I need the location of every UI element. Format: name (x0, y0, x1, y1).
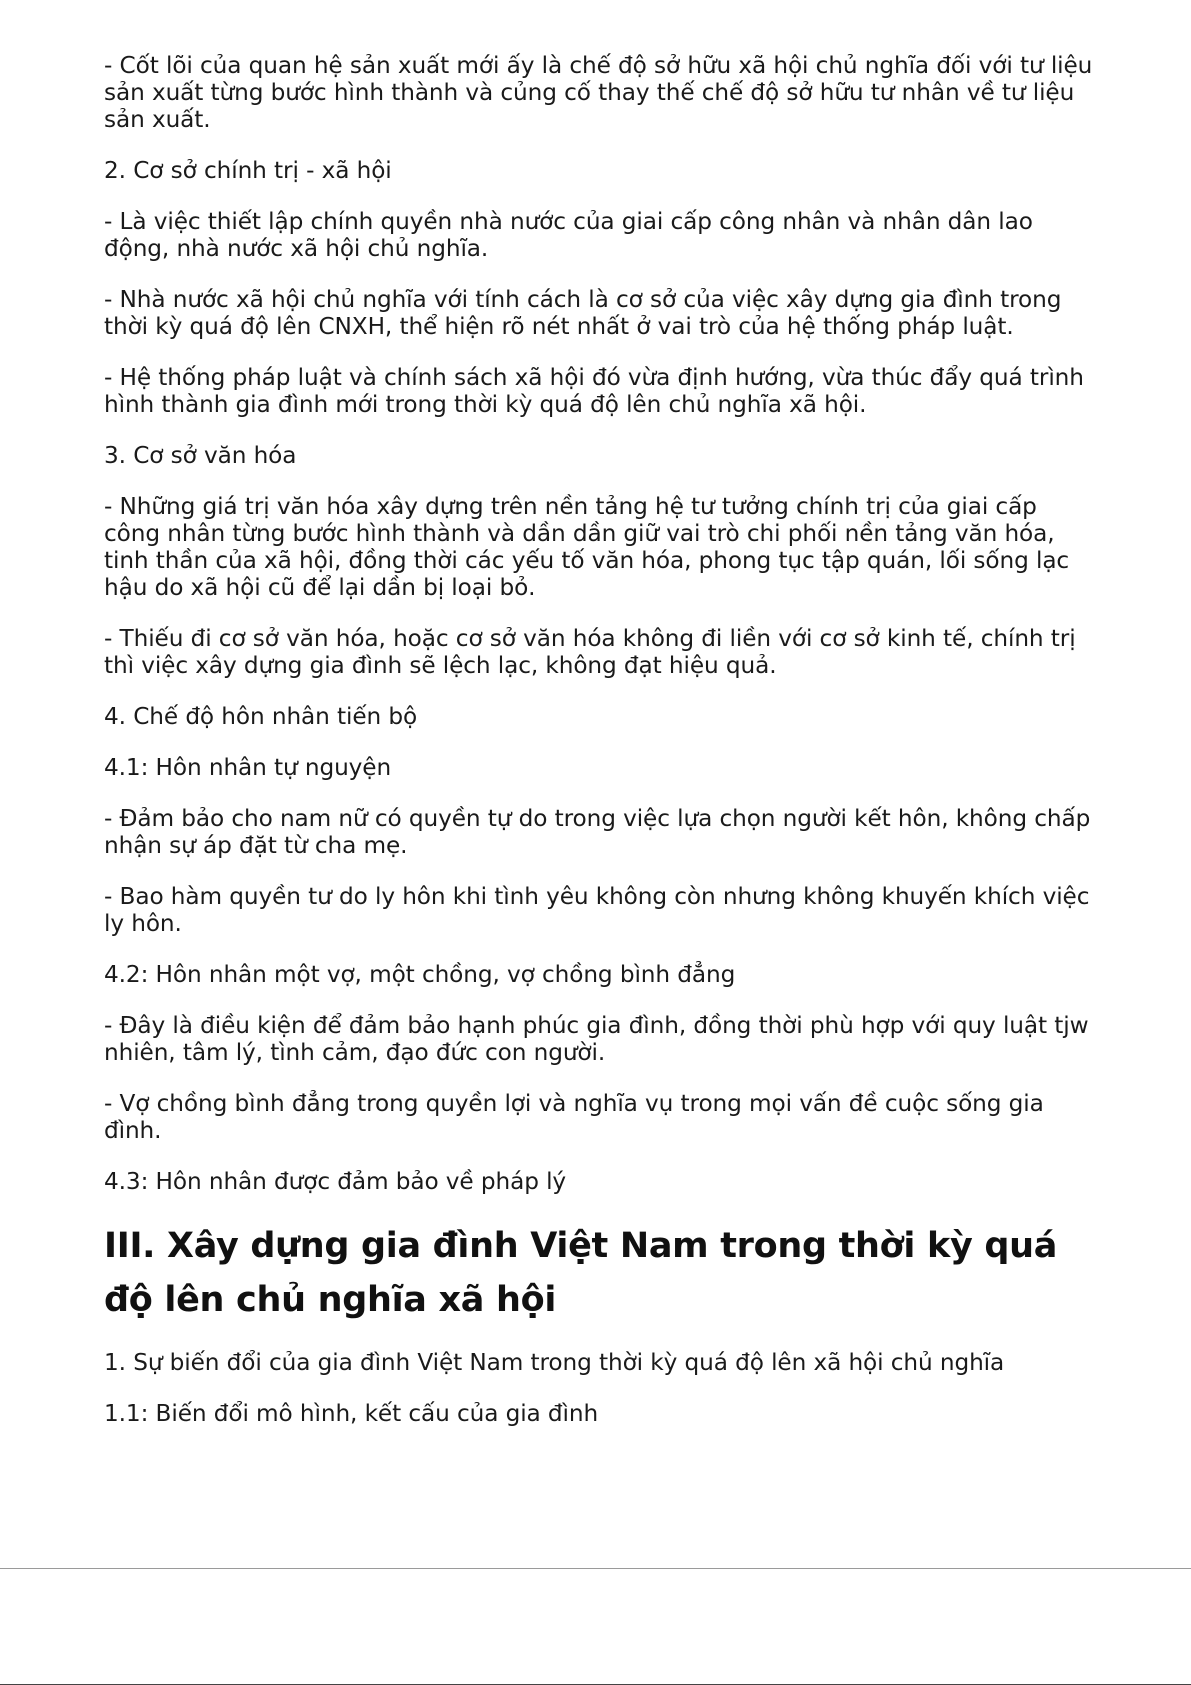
paragraph: - Là việc thiết lập chính quyền nhà nước của giai cấp công nhân và nhân dân lao động, nhà nước xã hội chủ nghĩa. (104, 208, 1033, 262)
paragraph: - Những giá trị văn hóa xây dựng trên nền tảng hệ tư tưởng chính trị của giai cấp công nhân từng bước hình thành và dần dần giữ vai trò chi phối nền tảng văn hóa, tinh thần của xã hội, đồng thời các yếu tố văn hóa, phong tục tập quán, lối sống lạc hậu do xã hội cũ để lại dần bị loại bỏ. (104, 493, 1070, 601)
paragraph: - Đây là điều kiện để đảm bảo hạnh phúc gia đình, đồng thời phù hợp với quy luật tjw nhiên, tâm lý, tình cảm, đạo đức con người. (104, 1012, 1089, 1066)
subsection-title: 4.3: Hôn nhân được đảm bảo về pháp lý (104, 1168, 567, 1195)
paragraph: - Đảm bảo cho nam nữ có quyền tự do trong việc lựa chọn người kết hôn, không chấp nhận sự áp đặt từ cha mẹ. (104, 805, 1091, 859)
section-heading: III. Xây dựng gia đình Việt Nam trong thời kỳ quá độ lên chủ nghĩa xã hội (104, 1226, 1058, 1320)
paragraph: - Hệ thống pháp luật và chính sách xã hội đó vừa định hướng, vừa thúc đẩy quá trình hình thành gia đình mới trong thời kỳ quá độ lên chủ nghĩa xã hội. (104, 364, 1084, 418)
paragraph: - Cốt lõi của quan hệ sản xuất mới ấy là chế độ sở hữu xã hội chủ nghĩa đối với tư liệu sản xuất từng bước hình thành và củng cố thay thế chế độ sở hữu tư nhân về tư liệu sản xuất. (104, 52, 1093, 133)
paragraph: - Vợ chồng bình đẳng trong quyền lợi và nghĩa vụ trong mọi vấn đề cuộc sống gia đình. (104, 1090, 1044, 1144)
document-content (104, 52, 1094, 1451)
subsection-title: 4.2: Hôn nhân một vợ, một chồng, vợ chồng bình đẳng (104, 961, 736, 988)
subsection-title: 3. Cơ sở văn hóa (104, 442, 297, 469)
subsection-title: 1.1: Biến đổi mô hình, kết cấu của gia đình (104, 1400, 599, 1427)
paragraph: - Thiếu đi cơ sở văn hóa, hoặc cơ sở văn hóa không đi liền với cơ sở kinh tế, chính trị thì việc xây dựng gia đình sẽ lệch lạc, không đạt hiệu quả. (104, 625, 1076, 679)
paragraph: - Bao hàm quyền tư do ly hôn khi tình yêu không còn nhưng không khuyến khích việc ly hôn. (104, 883, 1090, 937)
paragraph: - Nhà nước xã hội chủ nghĩa với tính cách là cơ sở của việc xây dựng gia đình trong thời kỳ quá độ lên CNXH, thể hiện rõ nét nhất ở vai trò của hệ thống pháp luật. (104, 286, 1062, 340)
subsection-title: 2. Cơ sở chính trị - xã hội (104, 157, 392, 184)
subsection-title: 4.1: Hôn nhân tự nguyện (104, 754, 392, 781)
subsection-title: 4. Chế độ hôn nhân tiến bộ (104, 703, 418, 730)
subsection-title: 1. Sự biến đổi của gia đình Việt Nam trong thời kỳ quá độ lên xã hội chủ nghĩa (104, 1349, 1005, 1376)
next-page (0, 1569, 1191, 1685)
